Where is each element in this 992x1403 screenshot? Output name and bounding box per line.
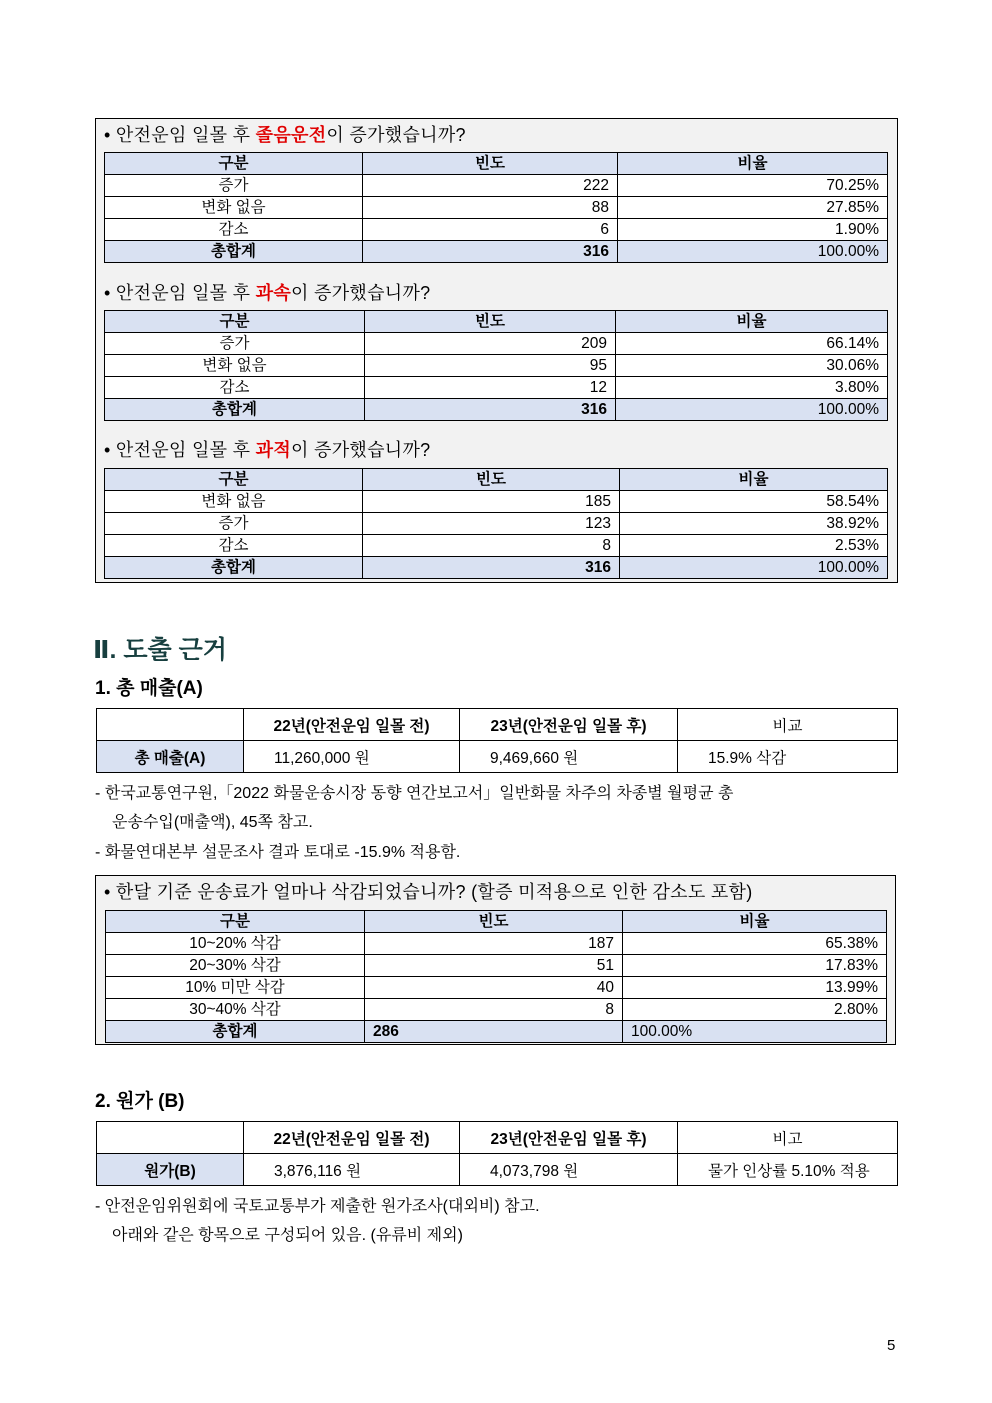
revenue-note-2: - 화물연대본부 설문조사 결과 토대로 -15.9% 적용함. <box>95 844 461 861</box>
survey-table-3 <box>104 468 888 579</box>
subsection-title-2: 2. 원가 (B) <box>95 1091 185 1112</box>
survey-table-4 <box>105 910 887 1043</box>
table-header-row: 22년(안전운임 일몰 전) 23년(안전운임 일몰 후) 비교 <box>97 709 898 741</box>
subsection-title-1: 1. 총 매출(A) <box>95 678 203 699</box>
page-number: 5 <box>887 1337 896 1354</box>
table-row: 변화 없음 95 30.06% <box>105 355 888 377</box>
survey-question-2: • 안전운임 일몰 후 과속이 증가했습니까? <box>104 283 431 303</box>
cost-note-1-cont: 아래와 같은 항목으로 구성되어 있음. (유류비 제외) <box>112 1227 463 1244</box>
table-row: 감소 6 1.90% <box>105 219 888 241</box>
survey-box-2 <box>95 875 896 1045</box>
table-row: 30~40% 삭감 8 2.80% <box>106 999 887 1021</box>
cost-table <box>96 1121 898 1186</box>
table-row: 20~30% 삭감 51 17.83% <box>106 955 887 977</box>
table-total-row: 총합계 316 100.00% <box>105 557 888 579</box>
table-row: 증가 222 70.25% <box>105 175 888 197</box>
table-row: 증가 123 38.92% <box>105 513 888 535</box>
survey-question-3: • 안전운임 일몰 후 과적이 증가했습니까? <box>104 440 431 460</box>
table-total-row: 총합계 316 100.00% <box>105 241 888 263</box>
cost-note-1: - 안전운임위원회에 국토교통부가 제출한 원가조사(대외비) 참고. <box>95 1198 540 1215</box>
table-total-row: 총합계 286 100.00% <box>106 1021 887 1043</box>
table-row: 10% 미만 삭감 40 13.99% <box>106 977 887 999</box>
table-total-row: 총합계 316 100.00% <box>105 399 888 421</box>
table-header-row: 구분 빈도 비율 <box>105 153 888 175</box>
revenue-note-1: - 한국교통연구원,「2022 화물운송시장 동향 연간보고서」일반화물 차주의 차종별 월평균 총 <box>95 785 734 802</box>
table-row: 증가 209 66.14% <box>105 333 888 355</box>
table-header-row: 구분 빈도 비율 <box>105 469 888 491</box>
table-row: 원가(B) 3,876,116 원 4,073,798 원 물가 인상률 5.10% 적용 <box>97 1154 898 1186</box>
survey-table-2 <box>104 310 888 421</box>
survey-question-4: • 한달 기준 운송료가 얼마나 삭감되었습니까? (할증 미적용으로 인한 감소도 포함) <box>104 882 753 902</box>
table-row: 10~20% 삭감 187 65.38% <box>106 933 887 955</box>
table-row: 변화 없음 185 58.54% <box>105 491 888 513</box>
table-row: 감소 12 3.80% <box>105 377 888 399</box>
table-row: 감소 8 2.53% <box>105 535 888 557</box>
table-header-row: 22년(안전운임 일몰 전) 23년(안전운임 일몰 후) 비고 <box>97 1122 898 1154</box>
table-row: 총 매출(A) 11,260,000 원 9,469,660 원 15.9% 삭감 <box>97 741 898 773</box>
section-title: Ⅱ. 도출 근거 <box>93 636 227 664</box>
survey-table-1 <box>104 152 888 263</box>
table-header-row: 구분 빈도 비율 <box>105 311 888 333</box>
table-row: 변화 없음 88 27.85% <box>105 197 888 219</box>
revenue-table <box>96 708 898 773</box>
survey-question-1: • 안전운임 일몰 후 졸음운전이 증가했습니까? <box>104 125 466 145</box>
survey-box-1 <box>95 118 898 583</box>
revenue-note-1-cont: 운송수입(매출액), 45쪽 참고. <box>112 814 313 831</box>
table-header-row: 구분 빈도 비율 <box>106 911 887 933</box>
